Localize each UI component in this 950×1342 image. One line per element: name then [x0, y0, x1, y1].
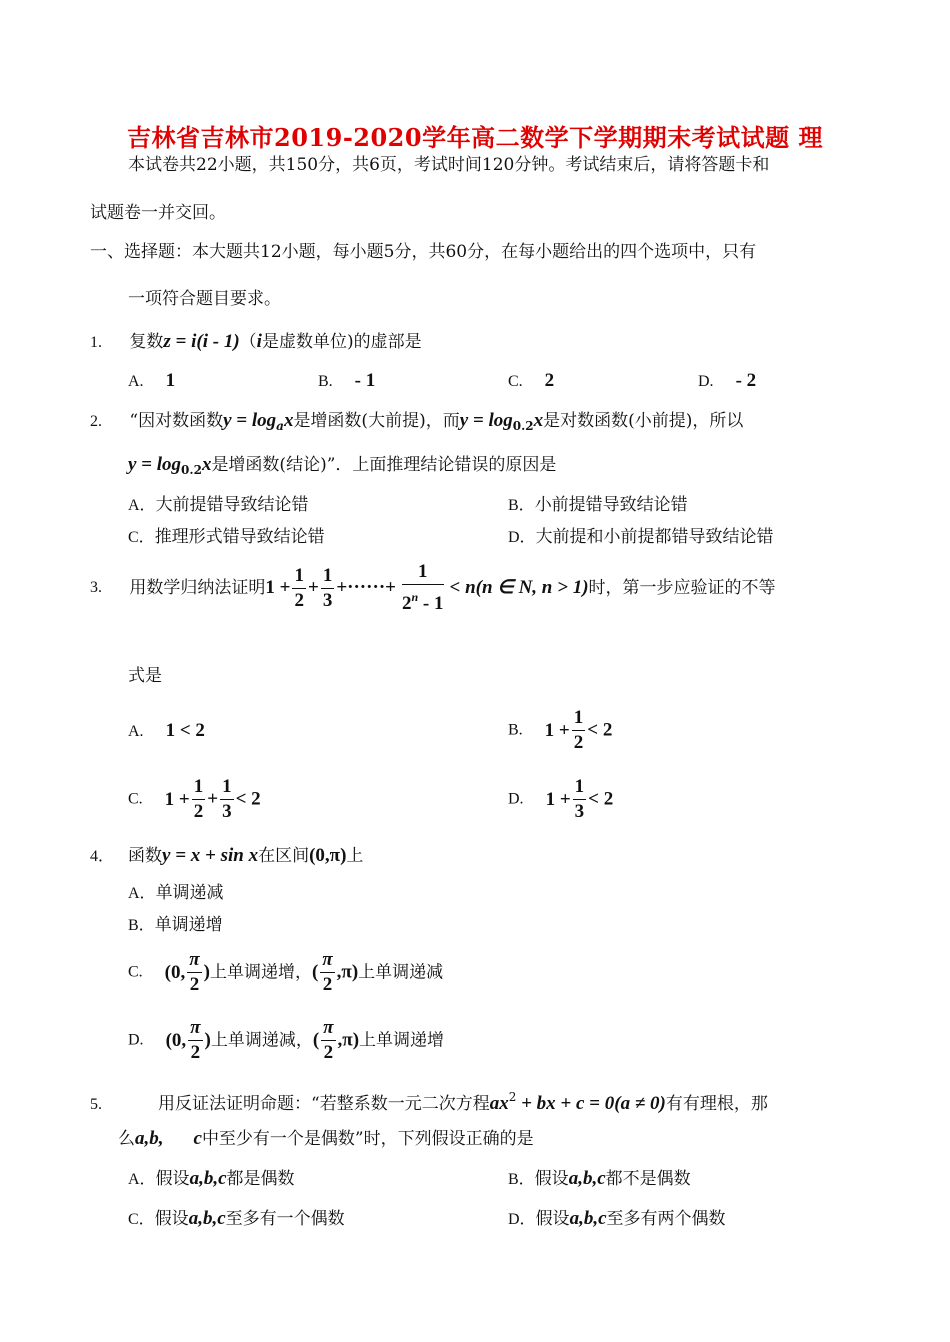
question-4: 4． 函数y = x + sin x在区间(0,π)上	[90, 845, 364, 866]
q1-expression: z = i(i - 1)	[163, 331, 240, 352]
q1-option-a[interactable]: A. 1	[128, 370, 176, 391]
q2-option-c[interactable]: C．推理形式错导致结论错	[128, 527, 325, 547]
q2-option-b[interactable]: B．小前提错导致结论错	[508, 495, 688, 515]
q4-option-b[interactable]: B．单调递增	[128, 915, 223, 935]
q4-option-d[interactable]: D. (0, $\frac{\pi}{2}$ )上单调递减，( $\frac{\pi}{2}$ ,π)上单调递增	[128, 1017, 445, 1063]
q5-option-b[interactable]: B．假设a,b,c都不是偶数	[508, 1168, 691, 1189]
question-1: 1. 复数z = i(i - 1)（i是虚数单位)的虚部是	[90, 331, 422, 352]
q3-option-b[interactable]: B. 1 + $\frac{1}{2}$ < 2	[508, 707, 613, 753]
question-3: 3. 用数学归纳法证明1 + $\frac{1}{2}$ + $\frac{1}{3}$ +······+ $\frac{1}{2^n - 1}$ < n(n ∈ N, n > 1)时，第一步应验证的不等	[90, 561, 776, 614]
question-2-line-2: $y = \log_{0.2}x$是增函数(结论)”．上面推理结论错误的原因是	[128, 454, 557, 477]
intro-line-1: 本试卷共22小题，共150分，共6页，考试时间120分钟。考试结束后，请将答题卡和	[128, 155, 770, 175]
question-2: 2. “因对数函数$y = \log_ax$是增函数(大前提)，而$y = \log_{0.2}x$是对数函数(小前提)，所以	[90, 410, 744, 433]
q3-option-a[interactable]: A. 1 < 2	[128, 720, 205, 741]
q1-option-c[interactable]: C. 2	[508, 370, 555, 391]
q3-option-c[interactable]: C. 1 + $\frac{1}{2}$ + $\frac{1}{3}$ < 2	[128, 776, 261, 822]
question-3-line-2: 式是	[128, 666, 162, 686]
q1-option-b[interactable]: B. - 1	[318, 370, 376, 391]
section-heading-2: 一项符合题目要求。	[128, 289, 281, 309]
question-number: 5.	[90, 1096, 102, 1113]
q5-option-a[interactable]: A．假设a,b,c都是偶数	[128, 1168, 295, 1189]
section-heading: 一、选择题：本大题共12小题，每小题5分，共60分，在每小题给出的四个选项中，只有	[90, 242, 757, 262]
question-5: 5. 用反证法证明命题：“若整系数一元二次方程$ax^2$ + bx + c = 0(a ≠ 0)有有理根，那	[90, 1090, 768, 1114]
page-title: 吉林省吉林市2019-2020学年高二数学下学期期末考试试题 理	[127, 123, 823, 152]
q4-option-a[interactable]: A．单调递减	[128, 883, 224, 903]
q5-option-c[interactable]: C．假设a,b,c至多有一个偶数	[128, 1208, 345, 1229]
question-number: 2.	[90, 413, 102, 430]
question-number: 4．	[90, 848, 115, 865]
q2-option-a[interactable]: A．大前提错导致结论错	[128, 495, 309, 515]
question-number: 3.	[90, 579, 102, 596]
intro-line-2: 试题卷一并交回。	[90, 203, 226, 223]
question-number: 1.	[90, 334, 102, 351]
q3-option-d[interactable]: D. 1 + $\frac{1}{3}$ < 2	[508, 776, 614, 822]
q5-option-d[interactable]: D．假设a,b,c至多有两个偶数	[508, 1208, 726, 1229]
q4-option-c[interactable]: C. (0, $\frac{\pi}{2}$ )上单调递增，( $\frac{\pi}{2}$ ,π)上单调递减	[128, 949, 444, 995]
question-5-line-2: 么a,b, c中至少有一个是偶数”时，下列假设正确的是	[118, 1128, 534, 1149]
q2-option-d[interactable]: D．大前提和小前提都错导致结论错	[508, 527, 774, 547]
q1-option-d[interactable]: D. - 2	[698, 370, 757, 391]
